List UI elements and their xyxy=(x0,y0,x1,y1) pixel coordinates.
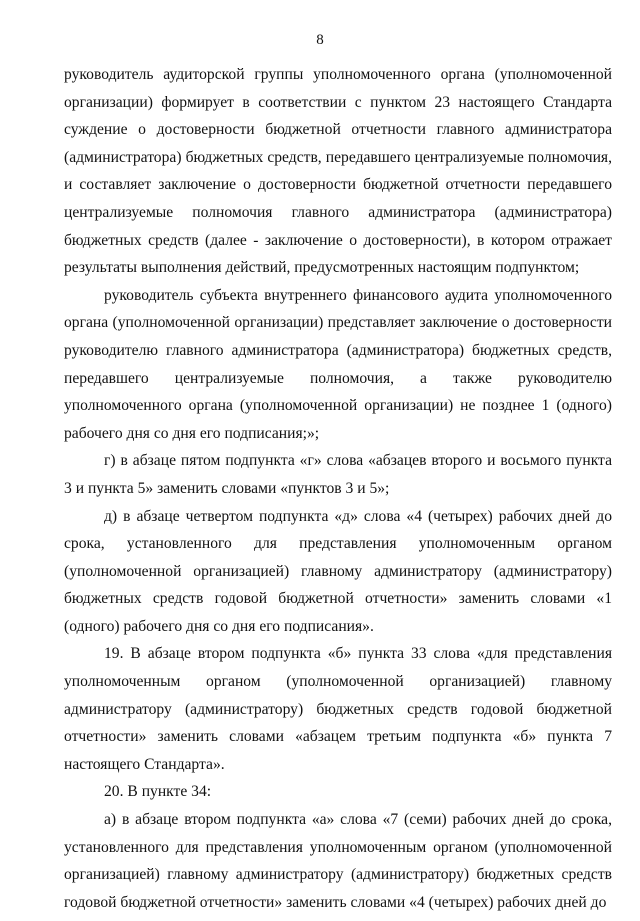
paragraph-1: руководитель аудиторской группы уполномоченного органа (уполномоченной организации) формирует в соответствии с пунктом 23 настоящего Стандарта суждение о достоверности бюджетной отчетности главного администратора (администратора) бюджетных средств, передавшего централизуемые полномочия, и составляет заключение о достоверности бюджетной отчетности передавшего централизуемые полномочия главного администратора (администратора) бюджетных средств (далее - заключение о достоверности), в котором отражает результаты выполнения действий, предусмотренных настоящим подпунктом; xyxy=(64,66,612,277)
document-body xyxy=(64,61,612,916)
paragraph-4: д) в абзаце четвертом подпункта «д» слова «4 (четырех) рабочих дней до срока, установленного для представления уполномоченным органом (уполномоченной организацией) главному администратору (администратору) бюджетных средств годовой бюджетной отчетности» заменить словами «1 (одного) рабочего дня со дня его подписания». xyxy=(64,507,612,635)
paragraph-7: а) в абзаце втором подпункта «а» слова «7 (семи) рабочих дней до срока, установленного для представления уполномоченным органом (уполномоченной организацией) главному администратору (администратору) бюджетных средств годовой бюджетной отчетности» заменить словами «4 (четырех) рабочих дней до xyxy=(64,811,612,911)
paragraph-2: руководитель субъекта внутреннего финансового аудита уполномоченного органа (уполномоченной организации) представляет заключение о достоверности руководителю главного администратора (администратора) бюджетных средств, передавшего централизуемые полномочия, а также руководителю уполномоченного органа (уполномоченной организации) не позднее 1 (одного) рабочего дня со дня его подписания;»; xyxy=(64,286,612,442)
paragraph-5: 19. В абзаце втором подпункта «б» пункта 33 слова «для представления уполномоченным органом (уполномоченной организацией) главному администратору (администратору) бюджетных средств годовой бюджетной отчетности» заменить словами «абзацем третьим подпункта «б» пункта 7 настоящего Стандарта». xyxy=(64,645,612,773)
paragraph-3: г) в абзаце пятом подпункта «г» слова «абзацев второго и восьмого пункта 3 и пункта 5» заменить словами «пунктов 3 и 5»; xyxy=(64,452,612,497)
paragraph-6: 20. В пункте 34: xyxy=(104,783,212,801)
page-number: 8 xyxy=(316,32,324,48)
